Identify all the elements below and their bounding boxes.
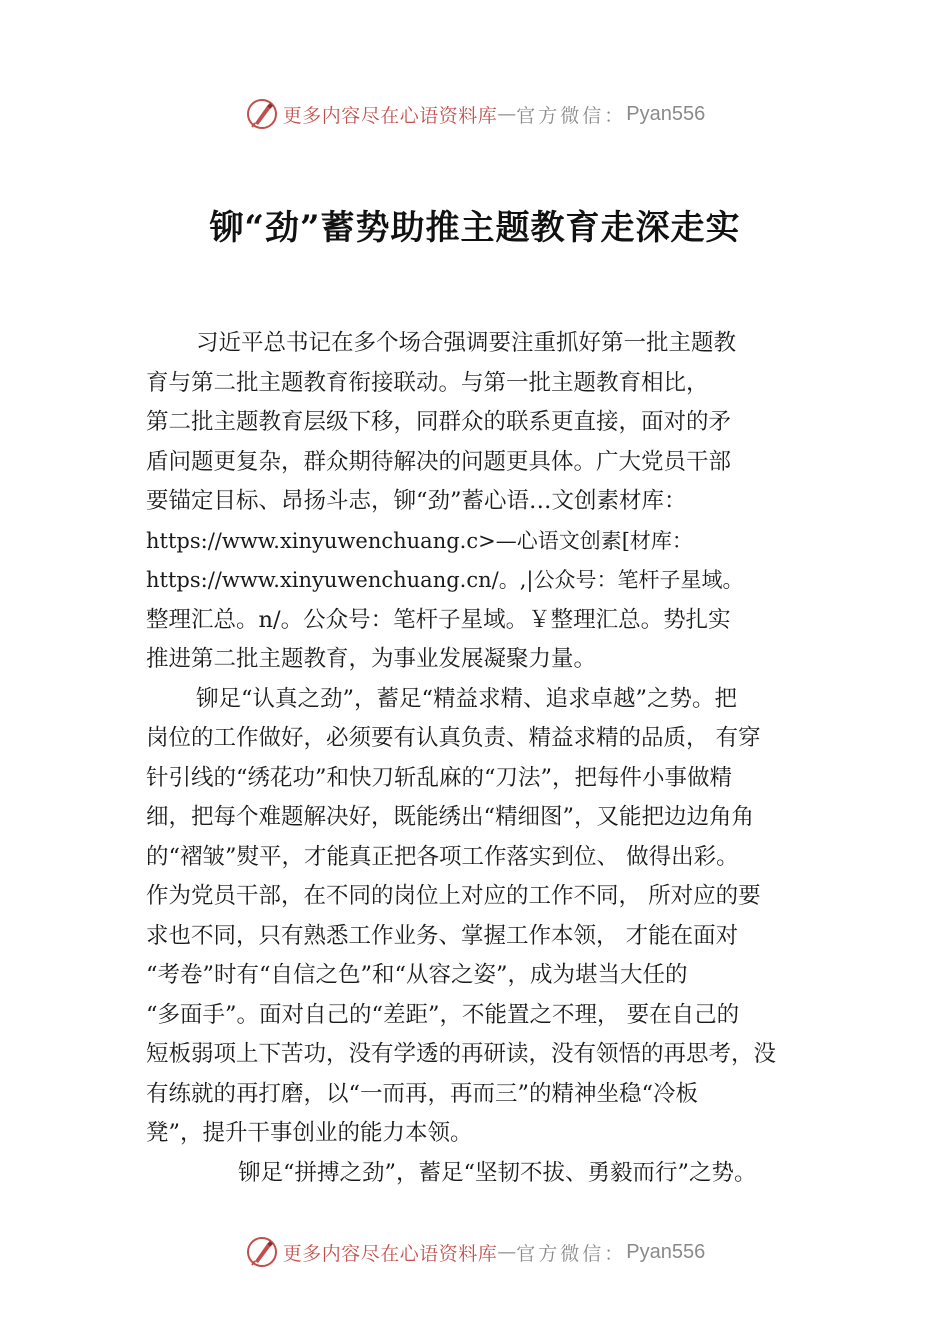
text-line: “考卷”时有“自信之色”和“从容之姿”，成为堪当大任的 bbox=[146, 962, 688, 988]
banner-wechat-label: 官方微信： bbox=[516, 1242, 627, 1265]
text-line: 的“褶皱”熨平，才能真正把各项工作落实到位、 做得出彩。 bbox=[146, 843, 739, 870]
document-body bbox=[146, 324, 826, 1193]
text-line: 整理汇总。n/。公众号：笔杆子星域。￥整理汇总。势扎实 bbox=[146, 606, 731, 633]
banner-library-text: 更多内容尽在心语资料库 bbox=[282, 1242, 498, 1265]
fountain-pen-logo-icon bbox=[245, 1235, 279, 1269]
banner-separator: — bbox=[497, 1241, 517, 1263]
text-line: 要锚定目标、昂扬斗志，铆“劲”蓄心语…文创素材库： bbox=[146, 488, 687, 514]
footer-banner bbox=[0, 1232, 950, 1272]
text-line: https://www.xinyuwenchuang.cn/。,|公众号：笔杆子星域。 bbox=[146, 568, 744, 592]
text-line: 针引线的“绣花功”和快刀斩乱麻的“刀法”，把每件小事做精 bbox=[146, 764, 733, 791]
text-line: 习近平总书记在多个场合强调要注重抓好第一批主题教 bbox=[196, 330, 737, 356]
text-line: 第二批主题教育层级下移，同群众的联系更直接，面对的矛 bbox=[146, 409, 732, 435]
text-line: “多面手”。面对自己的“差距”，不能置之不理， 要在自己的 bbox=[146, 1001, 740, 1028]
text-line: 铆足“认真之劲”，蓄足“精益求精、追求卓越”之势。把 bbox=[196, 685, 738, 712]
text-line: 凳”，提升干事创业的能力本领。 bbox=[146, 1120, 473, 1146]
banner-library-text: 更多内容尽在心语资料库 bbox=[282, 104, 498, 127]
banner-wechat-id: Pyan556 bbox=[626, 1240, 706, 1263]
text-line: 育与第二批主题教育衔接联动。与第一批主题教育相比， bbox=[146, 369, 709, 396]
text-line: 短板弱项上下苦功，没有学透的再研读，没有领悟的再思考，没 bbox=[146, 1041, 777, 1067]
header-banner bbox=[0, 94, 950, 134]
banner-separator: — bbox=[497, 103, 517, 125]
text-line: 细，把每个难题解决好，既能绣出“精细图”，又能把边边角角 bbox=[146, 804, 755, 830]
text-line: 推进第二批主题教育，为事业发展凝聚力量。 bbox=[146, 646, 597, 672]
text-line: 有练就的再打磨，以“一而再，再而三”的精神坐稳“冷板 bbox=[146, 1080, 699, 1107]
text-line: https://www.xinyuwenchuang.c>—心语文创素[材库： bbox=[146, 528, 693, 553]
text-line: 岗位的工作做好，必须要有认真负责、精益求精的品质， 有穿 bbox=[146, 725, 761, 751]
text-line: 铆足“拼搏之劲”，蓄足“坚韧不拔、勇毅而行”之势。 bbox=[238, 1159, 757, 1186]
banner-wechat-label: 官方微信： bbox=[516, 104, 627, 127]
banner-wechat-id: Pyan556 bbox=[626, 102, 706, 125]
text-line: 求也不同，只有熟悉工作业务、掌握工作本领， 才能在面对 bbox=[146, 922, 739, 949]
fountain-pen-logo-icon bbox=[245, 97, 279, 131]
text-line: 作为党员干部，在不同的岗位上对应的工作不同， 所对应的要 bbox=[146, 883, 761, 909]
document-title: 铆“劲”蓄势助推主题教育走深走实 bbox=[209, 208, 741, 248]
text-line: 盾问题更复杂，群众期待解决的问题更具体。广大党员干部 bbox=[146, 448, 732, 475]
